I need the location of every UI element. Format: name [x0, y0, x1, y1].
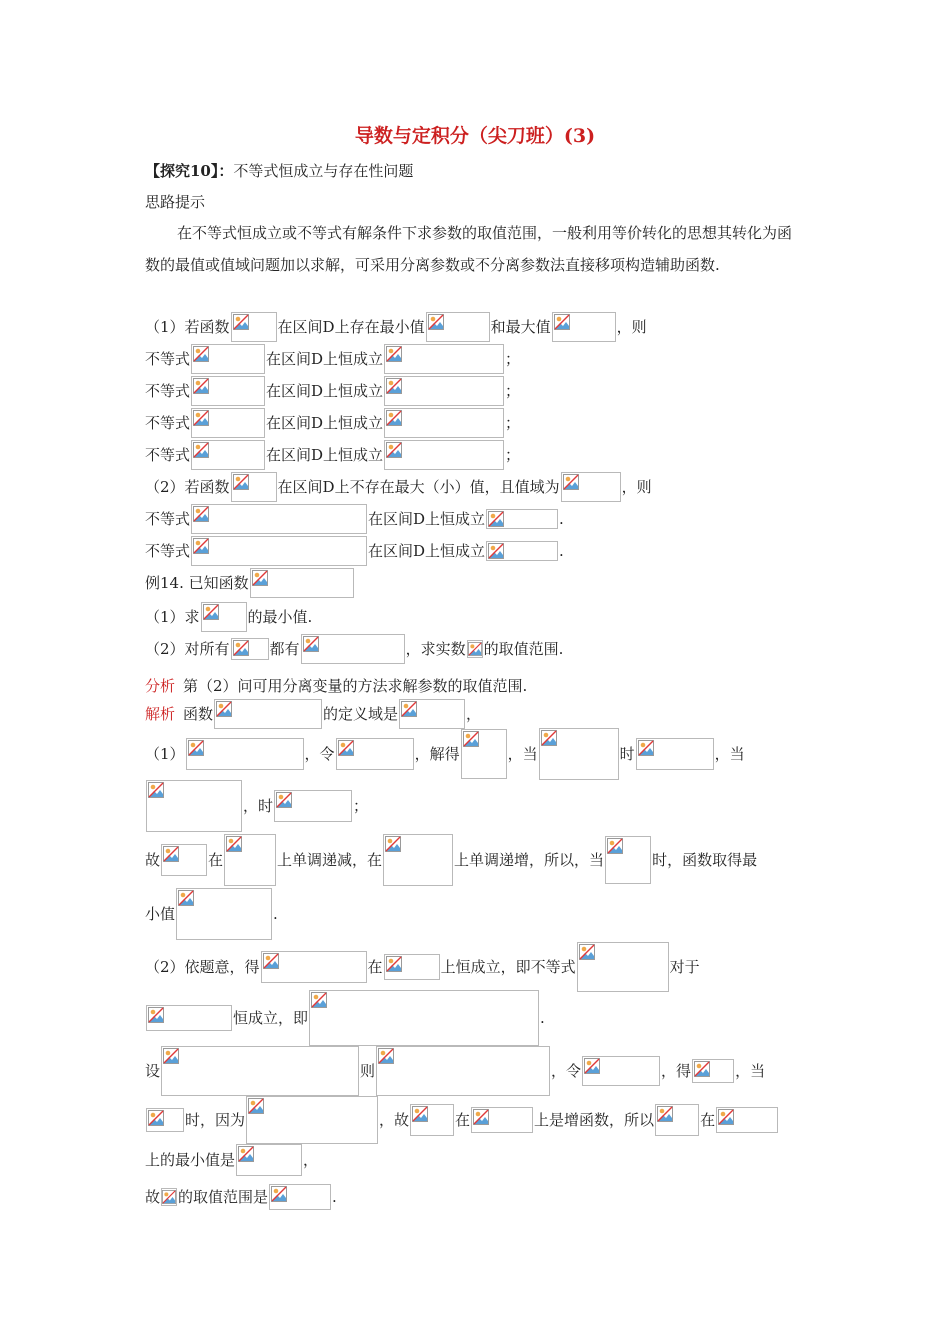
broken-image-icon — [428, 314, 444, 330]
formula-image — [191, 536, 367, 566]
case2-intro: （2）若函数 在区间D上不存在最大（小）值，且值域为 ，则 — [145, 472, 652, 502]
broken-image-icon — [563, 474, 579, 490]
broken-image-icon — [193, 506, 209, 522]
formula-image — [274, 790, 352, 822]
broken-image-icon — [203, 604, 219, 620]
formula-image — [561, 472, 621, 502]
formula-image — [161, 844, 207, 876]
case1-row: 不等式 在区间D上恒成立 ； — [145, 344, 520, 374]
broken-image-icon — [233, 474, 249, 490]
formula-image — [201, 602, 247, 632]
formula-image — [384, 408, 504, 438]
formula-image — [191, 376, 265, 406]
broken-image-icon — [248, 1098, 264, 1114]
broken-image-icon — [488, 511, 504, 527]
broken-image-icon — [386, 956, 402, 972]
broken-image-icon — [303, 636, 319, 652]
formula-image — [191, 344, 265, 374]
example-statement: 例14. 已知函数 — [145, 568, 355, 598]
broken-image-icon — [263, 953, 279, 969]
formula-image — [246, 1096, 378, 1144]
broken-image-icon — [338, 740, 354, 756]
broken-image-icon — [386, 410, 402, 426]
broken-image-icon — [386, 442, 402, 458]
formula-image — [214, 699, 322, 729]
formula-image — [582, 1056, 660, 1086]
solution-p2-f: 故 的取值范围是 . — [145, 1184, 337, 1210]
broken-image-icon — [718, 1109, 734, 1125]
broken-image-icon — [378, 1048, 394, 1064]
case2-row: 不等式 在区间D上恒成立 . — [145, 536, 564, 566]
broken-image-icon — [584, 1058, 600, 1074]
broken-image-icon — [252, 570, 268, 586]
formula-image — [467, 640, 483, 658]
solution-p2-d: 时，因为 ，故 在 上是增函数，所以 在 — [145, 1096, 779, 1144]
formula-image — [577, 942, 669, 992]
broken-image-icon — [148, 1007, 164, 1023]
case2-row: 不等式 在区间D上恒成立 . — [145, 504, 564, 534]
formula-image — [716, 1107, 778, 1133]
example-q1: （1）求 的最小值. — [145, 602, 312, 632]
formula-image — [161, 1188, 177, 1206]
solution-p2-e: 上的最小值是 ， — [145, 1144, 318, 1176]
section-tag: 【探究10】 — [145, 162, 219, 180]
formula-image — [471, 1107, 533, 1133]
formula-image — [384, 344, 504, 374]
solution-label: 解析 — [145, 705, 176, 723]
formula-image — [146, 780, 242, 832]
broken-image-icon — [148, 1110, 164, 1126]
formula-image — [655, 1104, 699, 1136]
broken-image-icon — [412, 1106, 428, 1122]
formula-image — [146, 1005, 232, 1031]
formula-image — [161, 1046, 359, 1096]
broken-image-icon — [401, 701, 417, 717]
broken-image-icon — [554, 314, 570, 330]
example-q2: （2）对所有 都有 ，求实数 的取值范围. — [145, 634, 563, 664]
broken-image-icon — [694, 1061, 710, 1077]
formula-image — [486, 541, 558, 561]
formula-image — [384, 954, 440, 980]
section-heading: 【探究10】：不等式恒成立与存在性问题 — [145, 162, 414, 180]
broken-image-icon — [638, 740, 654, 756]
broken-image-icon — [488, 543, 504, 559]
broken-image-icon — [163, 846, 179, 862]
formula-image — [186, 738, 304, 770]
broken-image-icon — [226, 836, 242, 852]
broken-image-icon — [233, 640, 249, 656]
broken-image-icon — [193, 346, 209, 362]
broken-image-icon — [238, 1146, 254, 1162]
intro-paragraph: 在不等式恒成立或不等式有解条件下求参数的取值范围，一般利用等价转化的思想其转化为函数的最值或值域问题加以求解，可采用分离参数或不分离参数法直接移项构造辅助函数. — [145, 224, 793, 274]
solution-p1-b: ，时 ； — [145, 780, 368, 832]
broken-image-icon — [188, 740, 204, 756]
formula-image — [231, 472, 277, 502]
formula-image — [376, 1046, 550, 1096]
formula-image — [269, 1184, 331, 1210]
section-text: 不等式恒成立与存在性问题 — [233, 162, 414, 180]
solution-p1-d: 小值 . — [145, 888, 278, 940]
formula-image — [261, 951, 367, 983]
formula-image — [176, 888, 272, 940]
solution-p1-a: （1） ，令 ，解得 ，当 时 ，当 — [145, 728, 745, 780]
broken-image-icon — [233, 314, 249, 330]
formula-image — [231, 312, 277, 342]
broken-image-icon — [541, 730, 557, 746]
case1-intro: （1）若函数 在区间D上存在最小值 和最大值 ，则 — [145, 312, 647, 342]
solution-p2-a: （2）依题意，得 在 上恒成立，即不等式 对于 — [145, 942, 700, 992]
formula-image — [191, 504, 367, 534]
broken-image-icon — [311, 992, 327, 1008]
broken-image-icon — [148, 782, 164, 798]
formula-image — [250, 568, 354, 598]
formula-image — [539, 728, 619, 780]
broken-image-icon — [468, 641, 482, 657]
broken-image-icon — [216, 701, 232, 717]
formula-image — [486, 509, 558, 529]
broken-image-icon — [473, 1109, 489, 1125]
analysis-line: 分析 第（2）问可用分离变量的方法求解参数的取值范围. — [145, 677, 528, 695]
broken-image-icon — [657, 1106, 673, 1122]
formula-image — [191, 440, 265, 470]
solution-p1-c: 故 在 上单调递减，在 上单调递增，所以，当 时，函数取得最 — [145, 834, 757, 886]
broken-image-icon — [193, 410, 209, 426]
broken-image-icon — [386, 346, 402, 362]
formula-image — [309, 990, 539, 1046]
case1-row: 不等式 在区间D上恒成立 ； — [145, 408, 520, 438]
formula-image — [336, 738, 414, 770]
analysis-label: 分析 — [145, 677, 176, 695]
formula-image — [224, 834, 276, 886]
hint-heading: 思路提示 — [145, 193, 206, 211]
formula-image — [399, 699, 465, 729]
broken-image-icon — [386, 378, 402, 394]
case1-row: 不等式 在区间D上恒成立 ； — [145, 440, 520, 470]
broken-image-icon — [193, 538, 209, 554]
solution-p2-b: 恒成立，即 . — [145, 990, 545, 1046]
formula-image — [301, 634, 405, 664]
broken-image-icon — [163, 1048, 179, 1064]
broken-image-icon — [162, 1189, 176, 1205]
broken-image-icon — [385, 836, 401, 852]
page-title: 导数与定积分（尖刀班）(3) — [354, 125, 596, 147]
broken-image-icon — [193, 378, 209, 394]
formula-image — [636, 738, 714, 770]
broken-image-icon — [271, 1186, 287, 1202]
solution-p2-c: 设 则 ，令 ，得 ，当 — [145, 1046, 765, 1096]
broken-image-icon — [463, 731, 479, 747]
formula-image — [552, 312, 616, 342]
formula-image — [191, 408, 265, 438]
formula-image — [461, 729, 507, 779]
formula-image — [383, 834, 453, 886]
formula-image — [410, 1104, 454, 1136]
case1-row: 不等式 在区间D上恒成立 ； — [145, 376, 520, 406]
formula-image — [236, 1144, 302, 1176]
formula-image — [692, 1059, 734, 1083]
formula-image — [384, 376, 504, 406]
formula-image — [426, 312, 490, 342]
broken-image-icon — [178, 890, 194, 906]
broken-image-icon — [579, 944, 595, 960]
formula-image — [605, 836, 651, 884]
formula-image — [146, 1108, 184, 1132]
broken-image-icon — [607, 838, 623, 854]
solution-line-1: 解析 函数 的定义域是 ， — [145, 699, 481, 729]
formula-image — [384, 440, 504, 470]
broken-image-icon — [276, 792, 292, 808]
formula-image — [231, 638, 269, 660]
broken-image-icon — [193, 442, 209, 458]
